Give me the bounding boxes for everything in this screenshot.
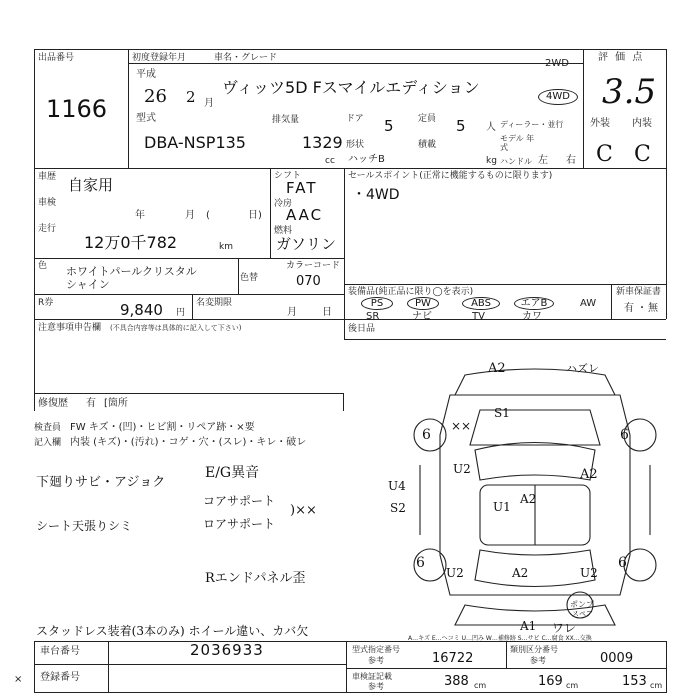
shift-label: シフト	[274, 171, 302, 181]
recycle-label: R券	[38, 298, 54, 308]
color-line1: ホワイトパールクリスタル	[66, 265, 197, 278]
equip-name-tv: TV	[472, 311, 485, 322]
equip-code-abs: ABS	[462, 297, 500, 310]
new-car-warranty-label: 新車保証書	[616, 287, 662, 297]
caution-sub: (不具合内容等は具体的に記入して下さい)	[110, 324, 242, 332]
month-unit: 月	[204, 98, 214, 109]
door-label: ドア	[346, 114, 364, 124]
displacement-label: 排気量	[272, 115, 300, 125]
model-year-label: モデル 年式	[500, 134, 535, 152]
inspection-label: 車検	[38, 198, 57, 208]
equip-code-ps: PS	[361, 297, 393, 310]
history-label: 車歴	[38, 172, 57, 182]
inspection-day-unit: 日)	[248, 210, 262, 221]
side-mark: ×	[14, 674, 23, 685]
car-name: ヴィッツ5D Fスマイルエディション	[222, 78, 480, 97]
kg-unit: kg	[486, 156, 497, 166]
equip-code-pw: PW	[407, 297, 439, 310]
yen-unit: 円	[176, 308, 186, 318]
registration-month: 2	[186, 88, 196, 106]
first-registration-label: 初度登録年月	[132, 53, 187, 63]
km-unit: km	[219, 242, 233, 252]
color-code-label: カラーコード	[286, 261, 341, 271]
registration-number-label: 登録番号	[40, 672, 80, 683]
length: 388	[444, 674, 469, 689]
inspector-note-6: シート天張りシミ	[36, 519, 133, 533]
name-grade-label: 車名・グレード	[214, 53, 278, 63]
mark-a1: A1	[520, 619, 537, 633]
mark-u2-rear-right: U2	[580, 566, 598, 580]
fuel: ガソリン	[276, 235, 337, 253]
color-label: 色	[38, 261, 48, 271]
title-deadline-label: 名変期限	[196, 298, 233, 308]
mileage-label: 走行	[38, 224, 57, 234]
inspection-year-unit: 年	[135, 210, 145, 221]
color-line2: シャイン	[66, 278, 110, 291]
inspector-note-7: Rエンドパネル歪	[205, 571, 306, 586]
mark-a2-rear: A2	[512, 566, 529, 580]
displacement: 1329	[302, 133, 343, 152]
repair-parts-label: [箇所	[104, 398, 128, 409]
model-code: DBA-NSP135	[144, 133, 246, 152]
legend-row1: FW キズ・(凹)・ヒビ割・リペア跡・×要	[70, 422, 255, 433]
model-cert-sub: 参考	[368, 656, 384, 665]
shape: ハッチB	[348, 154, 385, 165]
width: 169	[538, 674, 563, 689]
legend-row1-label: 検査員	[34, 423, 62, 433]
fuel-label: 燃料	[274, 226, 293, 236]
mark-6-front-right: 6	[620, 427, 629, 443]
equip-name-sr: SR	[366, 311, 380, 322]
dimension-label: 車検証記載	[352, 672, 392, 681]
evaluation-score: 3.5	[602, 72, 657, 112]
mark-xx: ××	[451, 419, 472, 433]
registration-year: 26	[144, 86, 167, 107]
mark-a2-front: A2	[488, 361, 506, 376]
color-code: 070	[296, 274, 321, 289]
mark-u1: U1	[493, 500, 511, 514]
mark-u4: U4	[388, 479, 406, 493]
handle-label: ハンドル	[500, 157, 532, 166]
equipment-label: 装備品(純正品に限り◯を表示)	[348, 287, 474, 297]
repair-history-value: 有	[86, 398, 96, 409]
mark-u2-left: U2	[453, 462, 471, 476]
diagram-legend: A…キズ E…ヘコミ U…凹み W…補修跡 S…サビ C…腐食 XX…交換	[408, 635, 592, 642]
mark-6-rear-right: 6	[618, 555, 627, 571]
equip-name-leather: カワ	[522, 311, 542, 322]
history: 自家用	[68, 176, 114, 194]
model-label: 型式	[136, 113, 156, 124]
delivery-items-label: 後日品	[348, 324, 376, 334]
category-sub: 参考	[530, 656, 546, 665]
warranty-sep: ・	[637, 303, 647, 314]
ac-label: 冷房	[274, 199, 293, 209]
mark-hazure: ハズレ	[566, 362, 599, 375]
warranty-yes: 有	[624, 303, 634, 314]
chassis-number-label: 車台番号	[40, 646, 80, 657]
capacity: 5	[456, 117, 466, 135]
cc-unit: cc	[325, 156, 335, 166]
inspection-paren: (	[206, 210, 210, 221]
equip-aw: AW	[580, 298, 597, 309]
inspection-month-unit: 月	[185, 210, 195, 221]
mark-s2: S2	[390, 501, 406, 515]
mark-a2-center: A2	[520, 492, 537, 506]
hood-outline	[470, 410, 600, 445]
category-number: 0009	[600, 651, 634, 666]
sales-point-text: ・4WD	[352, 187, 400, 203]
inspector-note-5: )××	[290, 503, 317, 518]
width-unit: cm	[566, 681, 579, 690]
category-label: 類別区分番号	[510, 645, 558, 654]
lot-number-label: 出品番号	[38, 53, 75, 63]
era-label: 平成	[136, 69, 156, 80]
wheel-rear-right	[624, 549, 656, 581]
person-unit: 人	[486, 122, 496, 133]
color-change-label: 色替	[240, 273, 259, 283]
doors: 5	[384, 117, 394, 135]
chassis-number: 2036933	[190, 641, 264, 659]
exterior-label: 外装	[590, 118, 610, 129]
inspector-note-3: コアサポート	[203, 494, 276, 508]
exterior-grade: C	[596, 142, 613, 167]
shift: FAT	[286, 179, 318, 197]
mark-u2-rear-left: U2	[446, 566, 464, 580]
mark-6-front-left: 6	[422, 427, 431, 443]
interior-label: 内装	[632, 118, 652, 129]
warranty-no: 無	[648, 303, 658, 314]
drive-2wd: 2WD	[545, 58, 569, 69]
interior-grade: C	[634, 142, 651, 167]
mark-6-rear-left: 6	[416, 555, 425, 571]
equip-code-airbag: エアB	[514, 297, 554, 310]
drive-4wd-circled: 4WD	[538, 89, 578, 105]
caution-label: 注意事項申告欄	[38, 323, 102, 333]
handle-right: 右	[566, 155, 576, 166]
inspector-note-8: スタッドレス装着(3本のみ) ホイール違い、カバ欠	[36, 624, 309, 638]
mark-ware: ワレ	[552, 621, 577, 635]
model-cert-number: 16722	[432, 651, 474, 666]
legend-row2-label: 記入欄	[34, 438, 62, 448]
inspector-note-2: E/G異音	[205, 465, 260, 481]
shape-label: 形状	[346, 140, 365, 150]
repair-history-label: 修復歴	[38, 398, 68, 409]
length-unit: cm	[474, 681, 487, 690]
score-label: 評 価 点	[598, 52, 645, 63]
title-month-unit: 月	[287, 307, 297, 318]
dealer-label: ディーラー・並行	[500, 120, 564, 129]
pump-label: ポンプ	[570, 600, 594, 609]
handle-left: 左	[538, 155, 548, 166]
mark-s1: S1	[494, 406, 510, 420]
sales-point-label: セールスポイント(正常に機能するものに限ります)	[348, 171, 553, 181]
rear-glass-outline	[475, 550, 595, 587]
mark-a2-right: A2	[580, 467, 598, 482]
inspector-note-4: ロアサポート	[203, 517, 276, 531]
dimension-sub: 参考	[368, 682, 384, 691]
height: 153	[622, 674, 647, 689]
model-cert-label: 型式指定番号	[352, 645, 400, 654]
recycle-amount: 9,840	[120, 301, 163, 319]
load-label: 積載	[418, 140, 437, 150]
lot-number: 1166	[46, 95, 108, 123]
spare-label: スペア	[572, 610, 593, 618]
legend-row2: 内装 (キズ)・(汚れ)・コゲ・穴・(スレ)・キレ・破レ	[70, 437, 307, 448]
title-day-unit: 日	[322, 307, 332, 318]
air-conditioning: AAC	[286, 206, 324, 224]
windshield-outline	[475, 443, 595, 481]
equip-name-navi: ナビ	[412, 311, 432, 322]
mileage: 12万0千782	[84, 233, 178, 252]
inspector-note-1: 下廻りサビ・アジョク	[36, 475, 166, 490]
height-unit: cm	[650, 681, 663, 690]
capacity-label: 定員	[418, 114, 437, 124]
